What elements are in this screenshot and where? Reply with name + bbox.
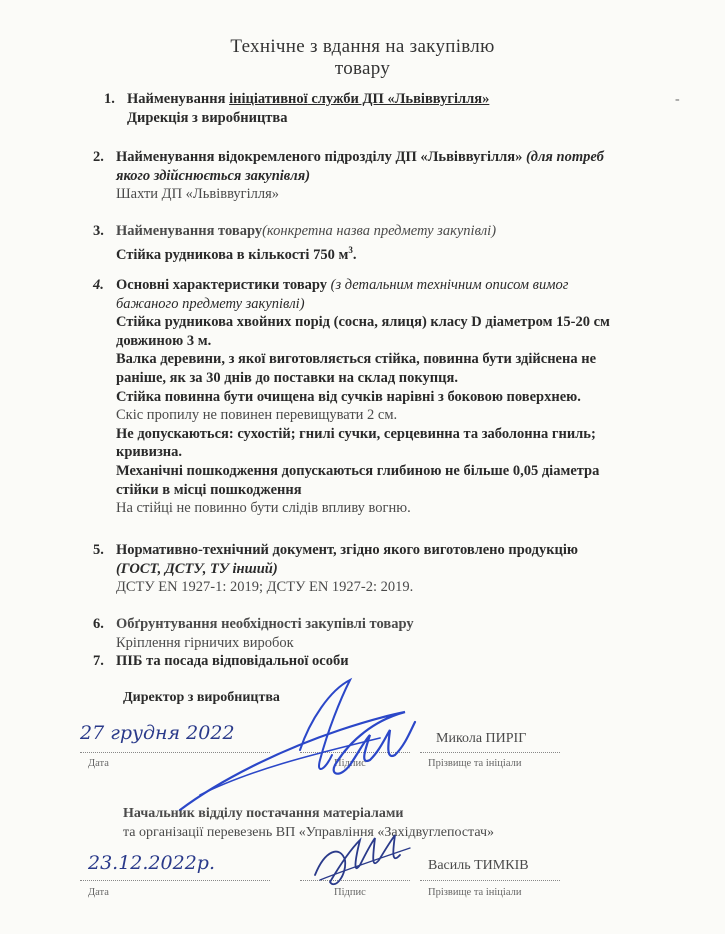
section-number: 1. bbox=[104, 91, 115, 107]
name-line bbox=[420, 880, 560, 881]
section-value: Стійка рудникова в кількості 750 $м^3$. bbox=[116, 244, 357, 263]
spec-line: кривизна. bbox=[116, 444, 183, 461]
handwritten-date: 27 грудня 2022 bbox=[80, 722, 235, 744]
signature-caption: Підпис bbox=[334, 887, 366, 898]
document-title-line2: товару bbox=[334, 58, 391, 79]
date-caption: Дата bbox=[88, 887, 109, 898]
section-1 bbox=[104, 90, 704, 127]
spec-line: На стійці не повинно бути слідів впливу вогню. bbox=[116, 500, 411, 517]
signer-name: Василь ТИМКІВ bbox=[428, 858, 529, 873]
section-number: 4. bbox=[93, 277, 104, 293]
signer-position-cont: та організації перевезень ВП «Управління «Західвуглепостач» bbox=[123, 825, 495, 840]
date-line bbox=[80, 880, 270, 881]
section-label: Основні характеристики товару (з детальним технічним описом вимог bbox=[116, 277, 569, 293]
signer-position: Начальник відділу постачання матеріалами bbox=[123, 806, 404, 821]
section-3 bbox=[93, 222, 693, 264]
section-label: Найменування ініціативної служби ДП «Львіввугілля» bbox=[127, 91, 490, 107]
spec-line: Валка деревини, з якої виготовляється стійка, повинна бути здійснена не bbox=[116, 351, 597, 368]
section-5 bbox=[93, 541, 693, 597]
section-4 bbox=[93, 276, 693, 518]
section-label-cont: якого здійснюється закупівля) bbox=[116, 167, 311, 184]
section-label: Обґрунтування необхідності закупівлі товару bbox=[116, 616, 414, 632]
document-title: Технічне з вдання на закупівлю bbox=[230, 36, 495, 57]
spec-line: Стійка рудникова хвойних порід (сосна, ялиця) класу D діаметром 15-20 см bbox=[116, 314, 610, 331]
spec-line: Механічні пошкодження допускаються глибиною не більше 0,05 діаметра bbox=[116, 462, 600, 479]
section-value: ДСТУ EN 1927-1: 2019; ДСТУ EN 1927-2: 2019. bbox=[116, 579, 414, 596]
spec-line: стійки в місці пошкодження bbox=[116, 481, 302, 498]
section-label-cont: бажаного предмету закупівлі) bbox=[116, 295, 305, 312]
section-number: 6. bbox=[93, 616, 104, 632]
handwritten-date: 23.12.2022р. bbox=[88, 852, 215, 874]
spec-line: довжиною 3 м. bbox=[116, 332, 212, 349]
section-2 bbox=[93, 148, 693, 204]
section-label-cont: (ГОСТ, ДСТУ, ТУ інший) bbox=[116, 560, 278, 577]
name-caption: Прізвище та ініціали bbox=[428, 887, 522, 898]
signature-scribble-2 bbox=[305, 820, 425, 910]
section-number: 2. bbox=[93, 149, 104, 165]
signature-caption: Підпис bbox=[334, 758, 366, 769]
spec-line: Стійка повинна бути очищена від сучків нарівні з боковою поверхнею. bbox=[116, 388, 581, 405]
spec-line: Скіс пропилу не повинен перевищувати 2 см. bbox=[116, 407, 398, 424]
section-number: 7. bbox=[93, 653, 104, 669]
name-caption: Прізвище та ініціали bbox=[428, 758, 522, 769]
date-caption: Дата bbox=[88, 758, 109, 769]
spec-line: раніше, як за 30 днів до поставки на склад покупця. bbox=[116, 369, 458, 386]
section-label: Найменування відокремленого підрозділу ДП «Львіввугілля» (для потреб bbox=[116, 149, 604, 165]
section-value: Дирекція з виробництва bbox=[127, 109, 288, 126]
section-value: Кріплення гірничих виробок bbox=[116, 634, 294, 651]
spec-line: Не допускаються: сухостій; гнилі сучки, серцевинна та заболонна гниль; bbox=[116, 425, 596, 442]
section-label: ПІБ та посада відповідальної особи bbox=[116, 653, 349, 669]
signer-position: Директор з виробництва bbox=[123, 690, 280, 705]
section-6 bbox=[93, 615, 693, 652]
signer-name: Микола ПИРІГ bbox=[436, 731, 527, 746]
section-label: Нормативно-технічний документ, згідно якого виготовлено продукцію bbox=[116, 542, 579, 558]
section-label: Найменування товару(конкретна назва предмету закупівлі) bbox=[116, 223, 497, 239]
margin-mark: - bbox=[675, 92, 679, 107]
section-value: Шахти ДП «Львіввугілля» bbox=[116, 186, 280, 203]
section-number: 3. bbox=[93, 223, 104, 239]
section-number: 5. bbox=[93, 542, 104, 558]
